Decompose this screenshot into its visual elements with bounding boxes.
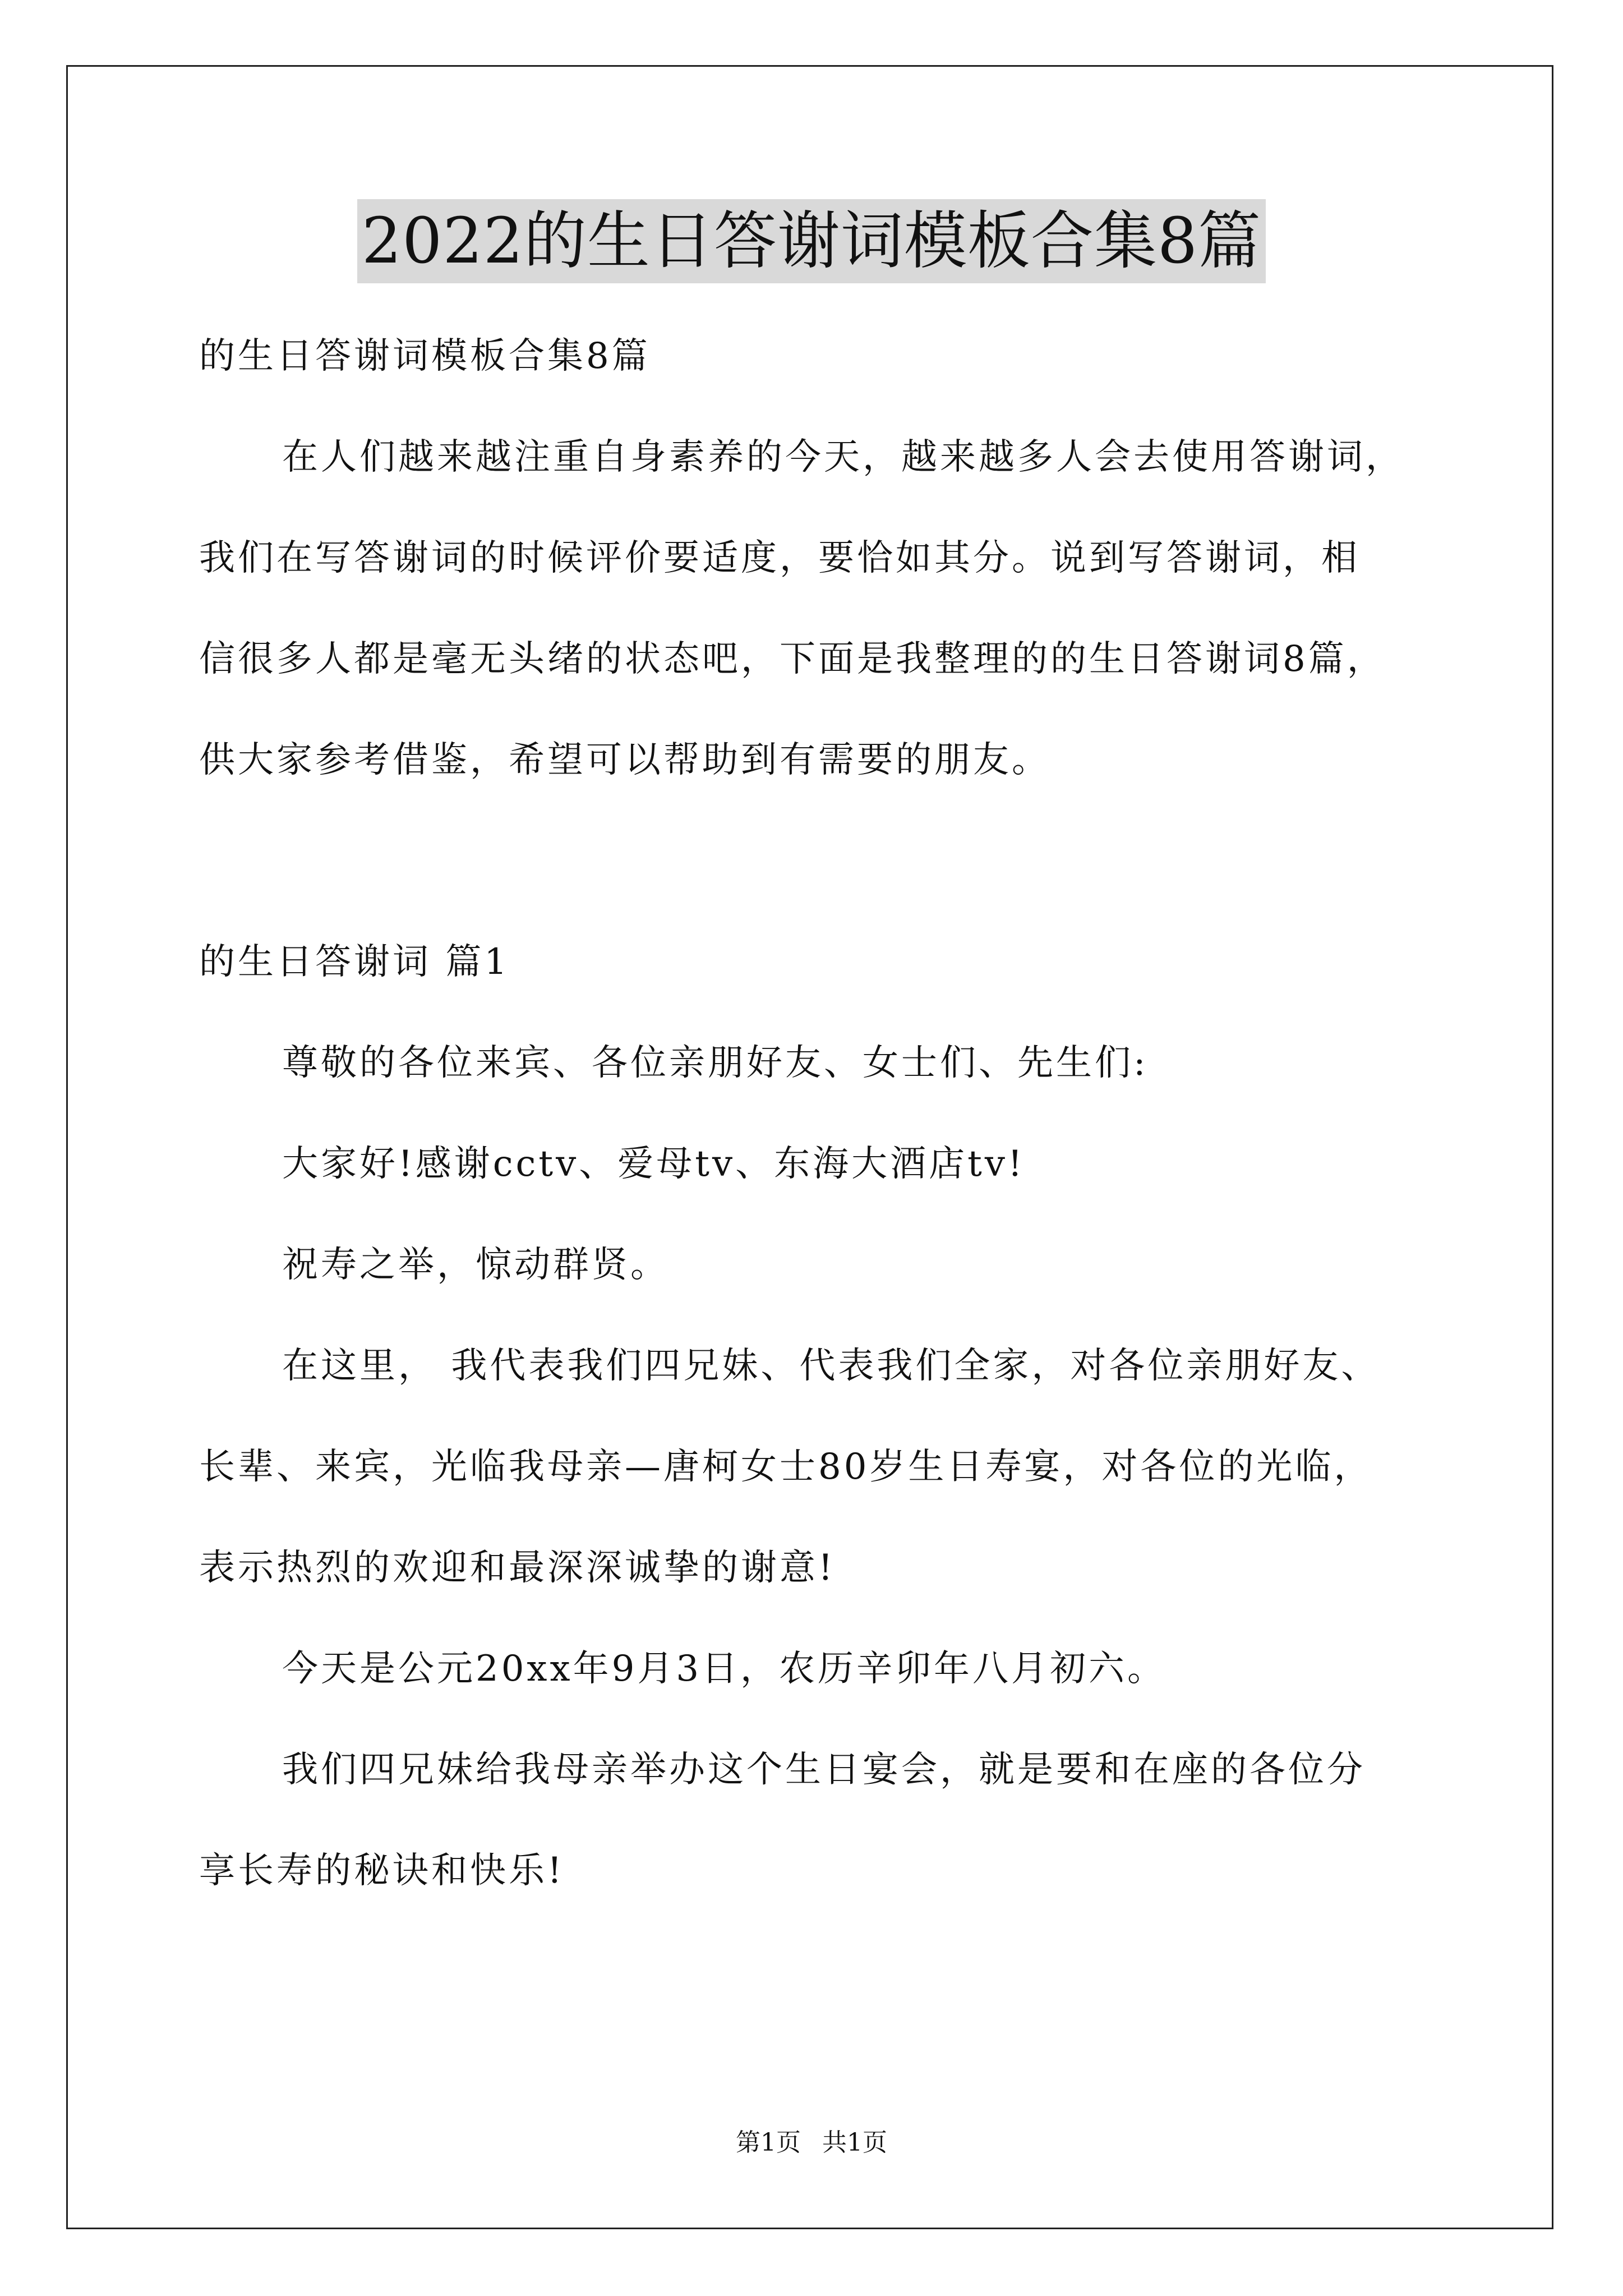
greeting-line: 尊敬的各位来宾、各位亲朋好友、女士们、先生们:: [282, 1042, 1149, 1084]
body-line: 表示热烈的欢迎和最深深诚挚的谢意!: [199, 1547, 836, 1589]
section-heading: 的生日答谢词 篇1: [199, 941, 510, 983]
body-line: 在这里， 我代表我们四兄妹、代表我们全家，对各位亲朋好友、: [282, 1345, 1380, 1387]
document-title: 2022的生日答谢词模板合集8篇: [357, 199, 1266, 283]
section-gap: [199, 811, 1489, 912]
intro-line: 我们在写答谢词的时候评价要适度，要恰如其分。说到写答谢词，相: [199, 537, 1360, 579]
thanks-line: 大家好!感谢cctv、爱母tv、东海大酒店tv!: [282, 1143, 1025, 1185]
body-line: 祝寿之举，惊动群贤。: [282, 1244, 669, 1286]
intro-line: 信很多人都是毫无头绪的状态吧，下面是我整理的的生日答谢词8篇，: [199, 638, 1386, 680]
document-subtitle: 的生日答谢词模板合集8篇: [199, 335, 651, 377]
body-line: 长辈、来宾，光临我母亲—唐柯女士80岁生日寿宴，对各位的光临，: [199, 1446, 1373, 1488]
date-line: 今天是公元20xx年9月3日，农历辛卯年八月初六。: [282, 1648, 1166, 1690]
title-container: [0, 199, 1623, 283]
page-number-footer: 第1页 共1页: [736, 2128, 887, 2157]
body-line: 享长寿的秘诀和快乐!: [199, 1850, 565, 1892]
document-body: [199, 306, 1489, 1921]
intro-line: 在人们越来越注重自身素养的今天，越来越多人会去使用答谢词，: [282, 436, 1404, 478]
intro-line: 供大家参考借鉴，希望可以帮助到有需要的朋友。: [199, 739, 1050, 781]
body-line: 我们四兄妹给我母亲举办这个生日宴会，就是要和在座的各位分: [282, 1749, 1366, 1791]
